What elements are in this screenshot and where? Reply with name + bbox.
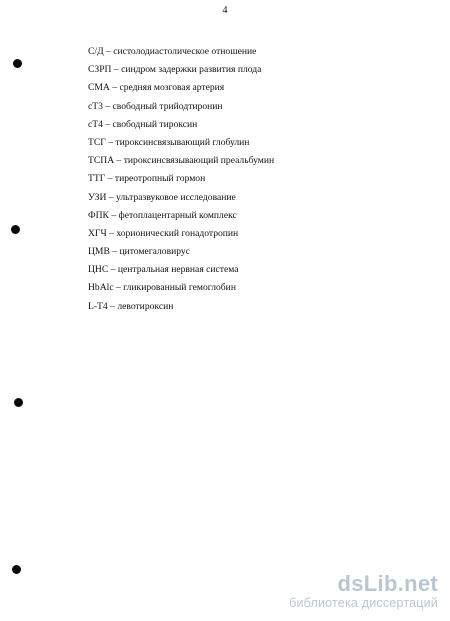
abbreviation-item — [88, 116, 274, 134]
punch-hole-icon — [11, 225, 20, 234]
abbreviation-term: ЦНС — [88, 264, 109, 276]
punch-hole-icon — [14, 398, 23, 407]
punch-hole-icon — [12, 565, 21, 574]
abbreviation-item — [88, 79, 274, 97]
abbreviation-separator: – — [113, 282, 124, 294]
abbreviation-separator: – — [114, 155, 124, 167]
abbreviation-separator: – — [109, 246, 120, 258]
abbreviation-term: сТ3 — [88, 100, 103, 112]
abbreviation-term: С/Д — [88, 46, 104, 57]
abbreviation-term: ТСГ — [88, 136, 106, 148]
abbreviation-definition: синдром задержки развития плода — [121, 64, 262, 76]
abbreviation-item — [88, 61, 274, 79]
abbreviation-separator: – — [102, 100, 113, 112]
abbreviation-term: L-T4 — [88, 300, 108, 312]
abbreviation-list — [88, 43, 274, 316]
abbreviation-term: СЗРП — [88, 64, 112, 76]
abbreviation-term: ТТГ — [88, 173, 106, 185]
abbreviation-term: ФПК — [88, 209, 109, 221]
abbreviation-definition: тироксинсвязывающий глобулин — [115, 136, 250, 148]
punch-hole-icon — [13, 59, 22, 68]
abbreviation-item — [88, 98, 274, 116]
page-number: 4 — [222, 5, 228, 16]
abbreviation-item — [88, 207, 274, 225]
abbreviation-term: УЗИ — [88, 191, 107, 203]
abbreviation-definition: свободный тироксин — [112, 118, 198, 130]
abbreviation-definition: цитомегаловирус — [119, 246, 190, 258]
abbreviation-definition: тиреотропный гормон — [114, 173, 206, 185]
abbreviation-separator: – — [106, 227, 117, 239]
abbreviation-item — [88, 298, 274, 316]
abbreviation-definition: фетоплацентарный комплекс — [118, 209, 237, 221]
abbreviation-item — [88, 189, 274, 207]
abbreviation-separator: – — [111, 64, 122, 76]
abbreviation-term: ХГЧ — [88, 227, 107, 239]
abbreviation-separator: – — [107, 300, 118, 312]
abbreviation-definition: центральная нервная система — [117, 264, 239, 276]
abbreviation-item — [88, 43, 274, 61]
abbreviation-separator: – — [105, 173, 115, 185]
watermark-logo: dsLib.net — [337, 571, 438, 596]
abbreviation-separator: – — [103, 46, 114, 57]
abbreviation-term: СМА — [88, 82, 110, 94]
abbreviation-definition: свободный трийодтиронин — [112, 100, 223, 112]
abbreviation-separator: – — [106, 191, 116, 203]
abbreviation-definition: систолодиастолическое отношение — [113, 46, 257, 57]
abbreviation-definition: средняя мозговая артерия — [119, 82, 225, 94]
abbreviation-term: сТ4 — [88, 118, 103, 130]
abbreviation-item — [88, 170, 274, 188]
abbreviation-item — [88, 152, 274, 170]
watermark — [289, 572, 438, 611]
abbreviation-item — [88, 261, 274, 279]
abbreviation-item — [88, 243, 274, 261]
abbreviation-separator: – — [109, 82, 120, 94]
abbreviation-separator: – — [102, 118, 113, 130]
abbreviation-item — [88, 134, 274, 152]
abbreviation-item — [88, 279, 274, 297]
abbreviation-item — [88, 225, 274, 243]
abbreviation-definition: гликированный гемоглобин — [123, 282, 236, 294]
abbreviation-term: HbAlc — [88, 282, 114, 294]
abbreviation-definition: хорионический гонадотропин — [116, 227, 239, 239]
abbreviation-separator: – — [105, 136, 116, 148]
abbreviation-definition: ультразвуковое исследование — [116, 191, 236, 203]
abbreviation-separator: – — [108, 209, 119, 221]
watermark-caption: библиотека диссертаций — [289, 596, 438, 610]
abbreviation-separator: – — [108, 264, 118, 276]
abbreviation-term: ТСПА — [88, 155, 115, 167]
abbreviation-definition: левотироксин — [117, 300, 174, 312]
abbreviation-term: ЦМВ — [88, 246, 110, 258]
abbreviation-definition: тироксинсвязывающий преальбумин — [123, 155, 275, 167]
